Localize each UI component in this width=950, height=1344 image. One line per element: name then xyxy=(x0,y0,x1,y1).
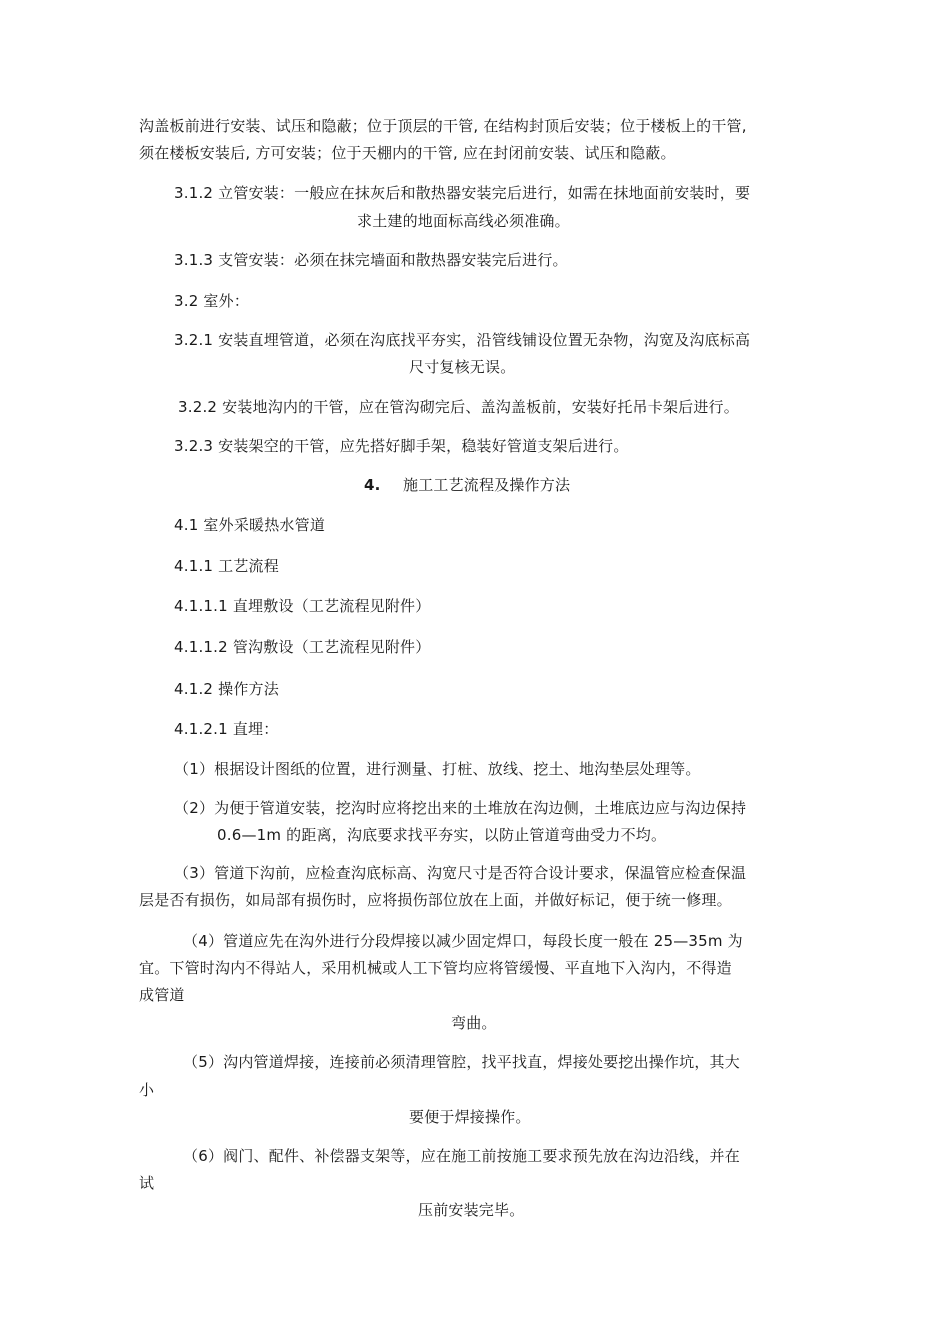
text-line: （1）根据设计图纸的位置，进行测量、打桩、放线、挖土、地沟垫层处理等。 xyxy=(174,760,701,778)
text-line: 3.2.3 安装架空的干管，应先搭好脚手架，稳装好管道支架后进行。 xyxy=(174,437,629,455)
text-line: 宜。下管时沟内不得站人，采用机械或人工下管均应将管缓慢、平直地下入沟内，不得造 xyxy=(139,959,732,977)
text-line: 3.1.2 立管安装：一般应在抹灰后和散热器安装完后进行，如需在抹地面前安装时，要 xyxy=(174,184,751,202)
text-line: 沟盖板前进行安装、试压和隐蔽；位于顶层的干管, 在结构封顶后安装；位于楼板上的干管, xyxy=(139,117,747,135)
text-line: （3）管道下沟前，应检查沟底标高、沟宽尺寸是否符合设计要求，保温管应检查保温 xyxy=(174,864,747,882)
text-line: 弯曲。 xyxy=(451,1014,497,1032)
text-line: 4.1.1.2 管沟敷设（工艺流程见附件） xyxy=(174,638,431,656)
text-line: 层是否有损伤，如局部有损伤时，应将损伤部位放在上面，并做好标记，便于统一修理。 xyxy=(139,891,732,909)
text-line: 3.2 室外： xyxy=(174,292,250,310)
text-line: 小 xyxy=(139,1081,155,1099)
text-line: 3.2.2 安装地沟内的干管，应在管沟砌完后、盖沟盖板前，安装好托吊卡架后进行。 xyxy=(178,398,739,416)
text-line: 须在楼板安装后, 方可安装；位于天棚内的干管, 应在封闭前安装、试压和隐蔽。 xyxy=(139,144,676,162)
text-line: 4.1.1 工艺流程 xyxy=(174,557,279,575)
text-line: （6）阀门、配件、补偿器支架等，应在施工前按施工要求预先放在沟边沿线，并在 xyxy=(183,1147,740,1165)
text-line: 4.1.1.1 直埋敷设（工艺流程见附件） xyxy=(174,597,431,615)
text-line: 压前安装完毕。 xyxy=(418,1201,525,1219)
text-line: 3.2.1 安装直埋管道，必须在沟底找平夯实，沿管线铺设位置无杂物，沟宽及沟底标高 xyxy=(174,331,751,349)
text-line: （5）沟内管道焊接，连接前必须清理管腔，找平找直，焊接处要挖出操作坑，其大 xyxy=(183,1053,740,1071)
text-line: 4.1.2.1 直埋： xyxy=(174,720,279,738)
text-line: 4.1 室外采暖热水管道 xyxy=(174,516,326,534)
text-line: 3.1.3 支管安装：必须在抹完墙面和散热器安装完后进行。 xyxy=(174,251,568,269)
text-line: 尺寸复核无误。 xyxy=(409,358,516,376)
section-title: 施工工艺流程及操作方法 xyxy=(403,476,571,494)
text-line: 成管道 xyxy=(139,986,185,1004)
section-number: 4. xyxy=(364,476,381,494)
text-line: 0.6—1m 的距离，沟底要求找平夯实，以防止管道弯曲受力不均。 xyxy=(217,826,667,844)
text-line: （4）管道应先在沟外进行分段焊接以减少固定焊口，每段长度一般在 25—35m 为 xyxy=(183,932,743,950)
text-line: 求土建的地面标高线必须准确。 xyxy=(357,212,570,230)
text-line: 要便于焊接操作。 xyxy=(409,1108,531,1126)
text-line: （2）为便于管道安装，挖沟时应将挖出来的土堆放在沟边侧，土堆底边应与沟边保持 xyxy=(174,799,747,817)
text-line: 4.1.2 操作方法 xyxy=(174,680,279,698)
text-line: 试 xyxy=(139,1174,155,1192)
